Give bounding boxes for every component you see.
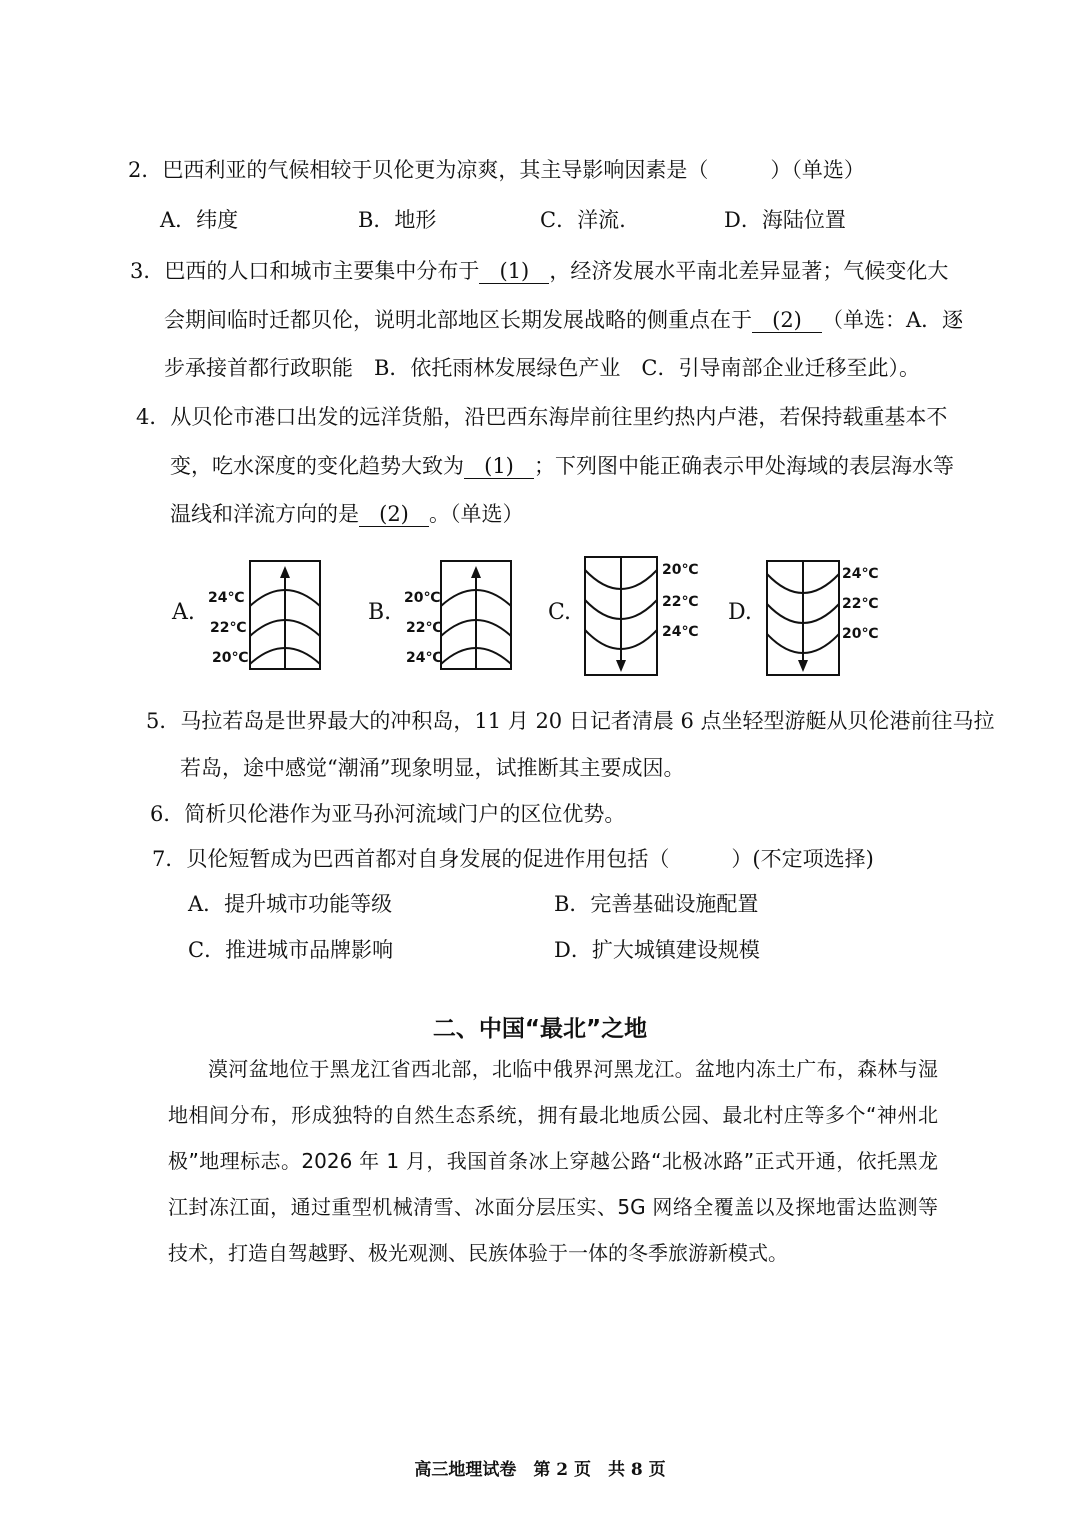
q6-text: 简析贝伦港作为亚马孙河流域门户的区位优势。 [184, 802, 626, 826]
q2-option-c: C．洋流. [540, 208, 626, 232]
q7-number: 7． [152, 847, 187, 871]
q4-blank-1[interactable]: (1) [464, 454, 534, 479]
q3-blank-1[interactable]: (1) [479, 259, 549, 284]
q4-text-3a: 温线和洋流方向的是 [170, 502, 359, 526]
q3-text-2b: （单选：A．逐 [822, 308, 964, 332]
diagram-d[interactable] [728, 556, 908, 686]
diagram-a-label-3: 20℃ [212, 650, 249, 666]
diagram-a-letter: A. [172, 600, 195, 625]
section-2-paragraph-text: 漠河盆地位于黑龙江省西北部，北临中俄界河黑龙江。盆地内冻土广布，森林与湿地相间分布，形成独特的自然生态系统，拥有最北地质公园、最北村庄等多个“神州北极”地理标志。2026 年 1 月，我国首条冰上穿越公路“北极冰路”正式开通，依托黑龙江封冻江面，通过重型机械清雪、冰面分层压实、5G 网络全覆盖以及探地雷达监测等技术，打造自驾越野、极光观测、民族体验于一体的冬季旅游新模式。 [168, 1057, 938, 1265]
q7-option-d: D．扩大城镇建设规模 [554, 938, 760, 962]
q4-line2 [170, 452, 954, 480]
diagram-d-isotherms [766, 560, 840, 676]
diagram-c-label-2: 22℃ [662, 594, 699, 610]
section-2-title: 二、中国“最北”之地 [432, 1016, 648, 1042]
q3-text-2a: 会期间临时迁都贝伦，说明北部地区长期发展战略的侧重点在于 [164, 308, 752, 332]
q2-stem-text: 巴西利亚的气候相较于贝伦更为凉爽，其主导影响因素是（ [162, 158, 709, 182]
q7-option-b: B．完善基础设施配置 [554, 892, 759, 916]
diagram-a-label-1: 24℃ [208, 590, 245, 606]
q2-tail: ）（单选） [770, 158, 865, 182]
q5-number: 5． [146, 709, 181, 733]
diagram-d-letter: D. [728, 600, 752, 625]
diagram-d-label-1: 24℃ [842, 566, 879, 582]
diagram-d-label-2: 22℃ [842, 596, 879, 612]
q6-line [150, 800, 625, 828]
q4-text-3b: 。（单选） [429, 502, 524, 526]
q2-option-a: A．纬度 [160, 208, 239, 232]
q4-text-1: 从贝伦市港口出发的远洋货船，沿巴西东海岸前往里约热内卢港，若保持载重基本不 [170, 405, 948, 429]
diagram-a-label-2: 22℃ [210, 620, 247, 636]
q4-text-2b: ；下列图中能正确表示甲处海域的表层海水等 [534, 454, 954, 478]
q3-line2 [164, 306, 963, 334]
q5-line1 [146, 707, 995, 735]
q3-blank-2[interactable]: (2) [752, 308, 822, 333]
diagram-d-label-3: 20℃ [842, 626, 879, 642]
q3-text-1b: ，经济发展水平南北差异显著；气候变化大 [549, 259, 949, 283]
diagram-a-isotherms [249, 560, 321, 670]
q7-tail: ）(不定项选择) [731, 847, 874, 871]
q6-number: 6． [150, 802, 185, 826]
q4-text-2a: 变，吃水深度的变化趋势大致为 [170, 454, 464, 478]
diagram-c-isotherms [584, 556, 658, 676]
q2-number: 2． [128, 158, 163, 182]
q4-blank-2[interactable]: (2) [359, 502, 429, 527]
q7-option-a: A．提升城市功能等级 [188, 892, 393, 916]
diagram-b-label-2: 22℃ [406, 620, 443, 636]
diagram-b[interactable] [368, 556, 528, 686]
q5-line2: 若岛，途中感觉“潮涌”现象明显，试推断其主要成因。 [180, 756, 685, 780]
q2-stem [128, 156, 865, 184]
q7-option-c: C．推进城市品牌影响 [188, 938, 394, 962]
q7-stem [152, 845, 874, 873]
diagram-c-letter: C. [548, 600, 572, 625]
q4-line3 [170, 500, 524, 528]
diagram-c-label-1: 20℃ [662, 562, 699, 578]
q3-number: 3． [130, 259, 165, 283]
diagram-b-label-1: 20℃ [404, 590, 441, 606]
page-footer: 高三地理试卷 第 2 页 共 8 页 [414, 1460, 666, 1480]
q3-line1 [130, 257, 948, 285]
q4-number: 4． [136, 405, 171, 429]
diagram-b-label-3: 24℃ [406, 650, 443, 666]
q3-line3: 步承接首都行政职能 B．依托雨林发展绿色产业 C．引导南部企业迁移至此）。 [164, 356, 920, 380]
diagram-c-label-3: 24℃ [662, 624, 699, 640]
diagram-c[interactable] [548, 556, 728, 686]
section-2-paragraph [168, 1046, 938, 1276]
q2-option-d: D．海陆位置 [724, 208, 846, 232]
q4-line1 [136, 403, 947, 431]
q5-text-1: 马拉若岛是世界最大的冲积岛，11 月 20 日记者清晨 6 点坐轻型游艇从贝伦港前往马拉 [180, 709, 995, 733]
diagram-b-isotherms [440, 560, 512, 670]
q7-stem-text: 贝伦短暂成为巴西首都对自身发展的促进作用包括（ [186, 847, 670, 871]
diagram-b-letter: B. [368, 600, 392, 625]
q2-option-b: B．地形 [358, 208, 437, 232]
q3-text-1a: 巴西的人口和城市主要集中分布于 [164, 259, 480, 283]
diagram-a[interactable] [172, 556, 332, 686]
